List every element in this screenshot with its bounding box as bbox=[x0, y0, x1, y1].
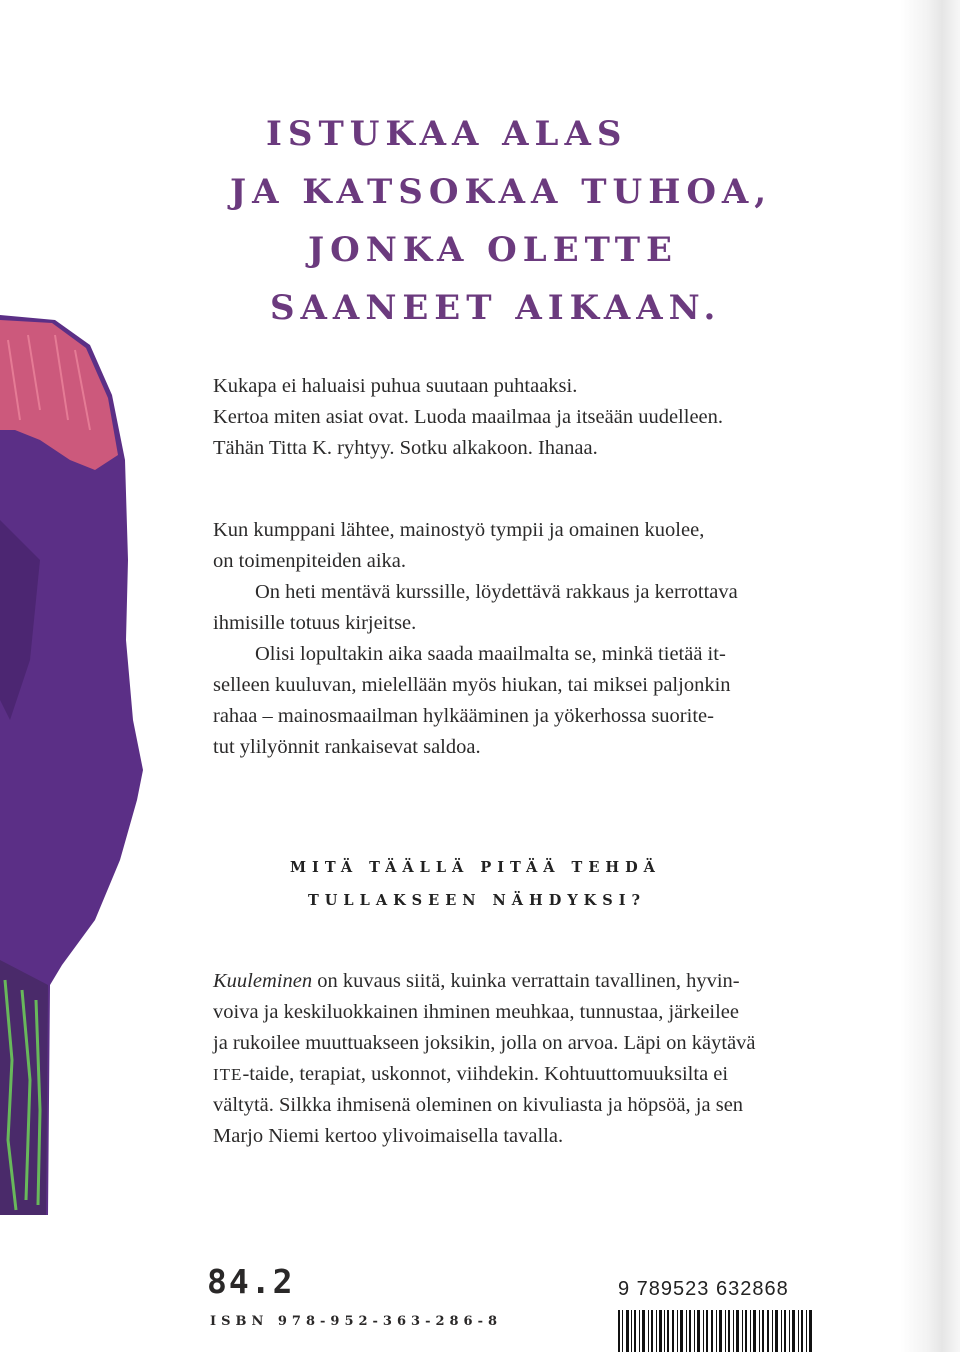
book-title: Kuuleminen bbox=[213, 970, 313, 992]
text-line: Kertoa miten asiat ovat. Luoda maailmaa ja itseään uudelleen. bbox=[213, 406, 724, 428]
text-line bbox=[213, 966, 813, 997]
subheading-line: MITÄ TÄÄLLÄ PITÄÄ TEHDÄ bbox=[290, 859, 661, 876]
plot-paragraph bbox=[213, 515, 813, 763]
text-span: on kuvaus siitä, kuinka verrattain tavallinen, hyvin- bbox=[312, 970, 740, 992]
text-line: Kukapa ei haluaisi puhua suutaan puhtaaksi. bbox=[213, 375, 578, 397]
subheading bbox=[290, 851, 810, 917]
subheading-line: TULLAKSEEN NÄHDYKSI? bbox=[308, 892, 647, 909]
barcode-image bbox=[618, 1310, 813, 1352]
text-line: Tähän Titta K. ryhtyy. Sotku alkakoon. Ihanaa. bbox=[213, 437, 598, 459]
description-paragraph bbox=[213, 966, 813, 1152]
classification-number: 84.2 bbox=[207, 1262, 295, 1301]
headline bbox=[208, 105, 808, 337]
headline-line: ISTUKAA ALAS bbox=[266, 114, 628, 154]
headline-line: SAANEET AIKAAN. bbox=[270, 288, 722, 328]
text-line: Kun kumppani lähtee, mainostyö tympii ja omainen kuolee, bbox=[213, 519, 705, 541]
headline-line: JA KATSOKAA TUHOA, bbox=[230, 172, 773, 212]
text-line: voiva ja keskiluokkainen ihminen meuhkaa, tunnustaa, järkeilee bbox=[213, 1001, 740, 1023]
text-line: rahaa – mainosmaailman hylkääminen ja yökerhossa suorite- bbox=[213, 705, 714, 727]
text-line: On heti mentävä kurssille, löydettävä rakkaus ja kerrottava bbox=[255, 581, 738, 603]
text-span: -taide, terapiat, uskonnot, viihdekin. Kohtuuttomuuksilta ei bbox=[242, 1063, 729, 1085]
text-line: Marjo Niemi kertoo ylivoimaisella tavalla. bbox=[213, 1125, 564, 1147]
text-line: vältytä. Silkka ihmisenä oleminen on kivuliasta ja höpsöä, ja sen bbox=[213, 1094, 744, 1116]
text-line: tut ylilyönnit rankaisevat saldoa. bbox=[213, 736, 481, 758]
barcode-number: 9 789523 632868 bbox=[618, 1278, 789, 1300]
text-line: Olisi lopultakin aika saada maailmalta se, minkä tietää it- bbox=[255, 643, 726, 665]
text-line: on toimenpiteiden aika. bbox=[213, 550, 406, 572]
text-line: selleen kuuluvan, mielellään myös hiukan, tai miksei paljonkin bbox=[213, 674, 731, 696]
figure-illustration bbox=[0, 0, 170, 1215]
intro-paragraph bbox=[213, 371, 813, 464]
headline-line: JONKA OLETTE bbox=[308, 230, 678, 270]
text-line: ihmisille totuus kirjeitse. bbox=[213, 612, 417, 634]
page-edge bbox=[900, 0, 960, 1352]
text-line bbox=[213, 1059, 813, 1090]
ite-abbrev: ITE bbox=[213, 1065, 243, 1084]
isbn: ISBN 978-952-363-286-8 bbox=[210, 1314, 503, 1329]
text-line: ja rukoilee muuttuakseen joksikin, jolla on arvoa. Läpi on käytävä bbox=[213, 1032, 756, 1054]
